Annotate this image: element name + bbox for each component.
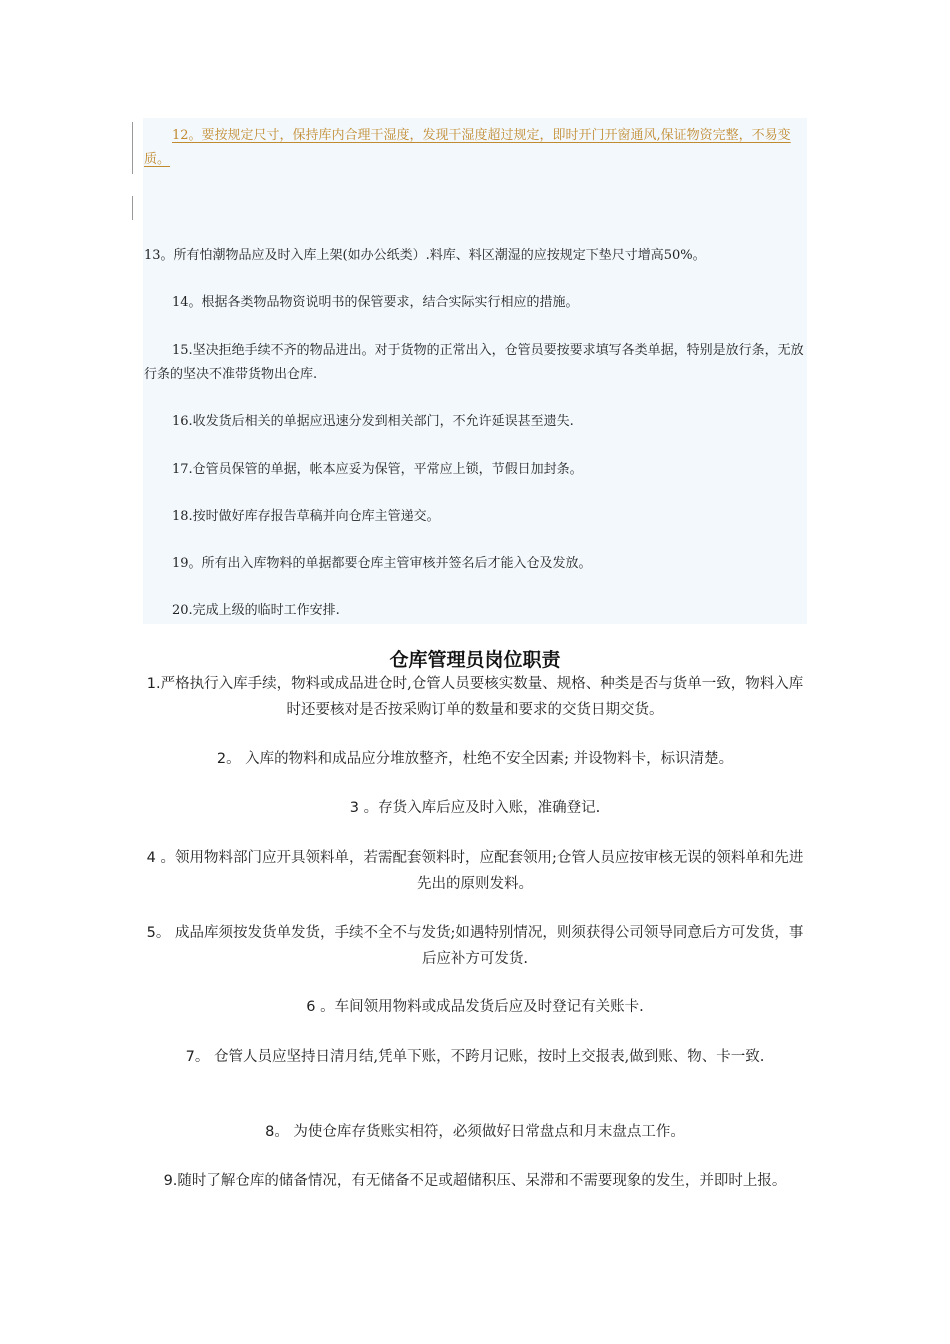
item-18: 18.按时做好库存报告草稿并向仓库主管递交。 (172, 509, 440, 524)
item-14: 14。根据各类物品物资说明书的保管要求，结合实际实行相应的措施。 (172, 295, 579, 310)
left-border-line (132, 196, 133, 220)
duty-item-9: 9.随时了解仓库的储备情况，有无储备不足或超储积压、呆滞和不需要现象的发生，并即时上报。 (163, 1173, 787, 1189)
duty-item-7: 7。 仓管人员应坚持日清月结,凭单下账，不跨月记账，按时上交报表,做到账、物、卡一致. (185, 1049, 765, 1065)
section-title: 仓库管理员岗位职责 (389, 649, 561, 671)
duty-item-6: 6 。车间领用物料或成品发货后应及时登记有关账卡. (306, 999, 644, 1015)
left-border-line (132, 122, 133, 174)
item-20: 20.完成上级的临时工作安排. (172, 603, 340, 618)
item-16: 16.收发货后相关的单据应迅速分发到相关部门，不允许延误甚至遗失. (172, 414, 574, 429)
duty-item-1: 1.严格执行入库手续，物料或成品进仓时,仓管人员要核实数量、规格、种类是否与货单一致，物料入库时还要核对是否按采购订单的数量和要求的交货日期交货。 (146, 676, 804, 718)
duty-item-2: 2。 入库的物料和成品应分堆放整齐，杜绝不安全因素; 并设物料卡，标识清楚。 (216, 751, 734, 767)
item-17: 17.仓管员保管的单据，帐本应妥为保管，平常应上锁，节假日加封条。 (172, 462, 583, 477)
duty-item-5: 5。 成品库须按发货单发货，手续不全不与发货;如遇特别情况，则须获得公司领导同意后方可发货，事后应补方可发货. (146, 925, 804, 967)
duty-item-3: 3 。存货入库后应及时入账，准确登记. (349, 800, 601, 816)
item-15: 15.坚决拒绝手续不齐的物品进出。对于货物的正常出入，仓管员要按要求填写各类单据，特别是放行条，无放行条的坚决不准带货物出仓库. (144, 343, 804, 382)
item-19: 19。所有出入库物料的单据都要仓库主管审核并签名后才能入仓及发放。 (172, 556, 592, 571)
item-13: 13。所有怕潮物品应及时入库上架(如办公纸类）.料库、料区潮湿的应按规定下垫尺寸增高50%。 (144, 248, 706, 263)
duty-item-4: 4 。领用物料部门应开具领料单，若需配套领料时，应配套领用;仓管人员应按审核无误的领料单和先进先出的原则发料。 (146, 850, 804, 892)
item-12-link[interactable]: 12。要按规定尺寸，保持库内合理干湿度，发现干湿度超过规定，即时开门开窗通风,保证物资完整，不易变质。 (144, 128, 791, 167)
duty-item-8: 8。 为使仓库存货账实相符，必须做好日常盘点和月末盘点工作。 (265, 1124, 685, 1140)
